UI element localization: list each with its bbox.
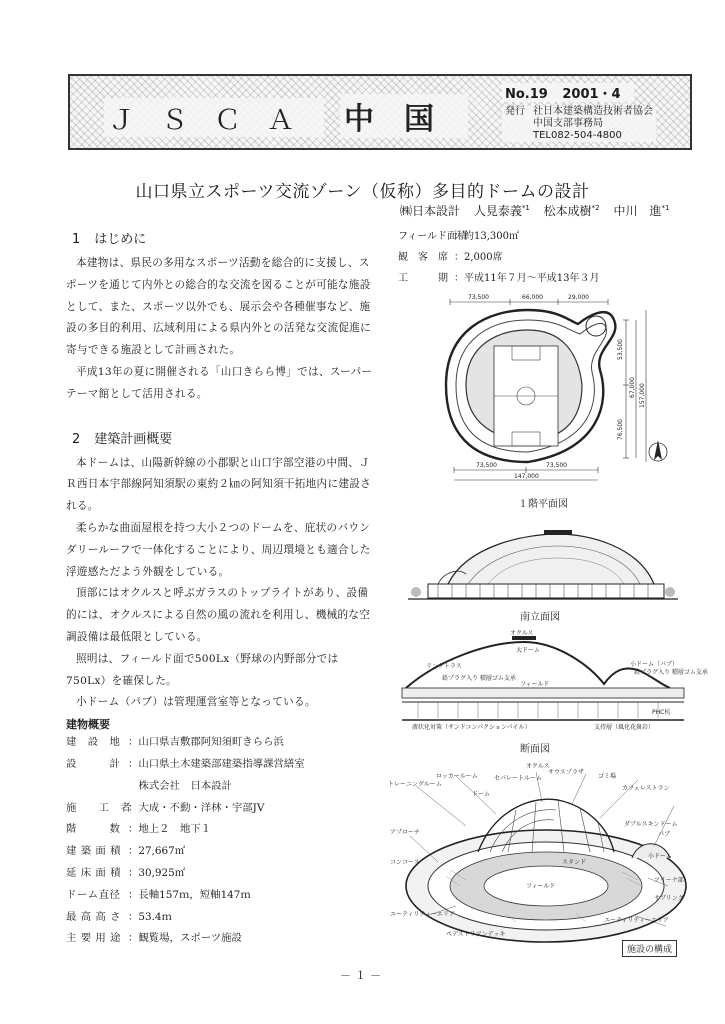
dim-right-1: 53,500 bbox=[617, 339, 624, 360]
spec-row: 延 床 面 積 ：30,925㎡ bbox=[66, 866, 186, 879]
label-small-dome: 小ドーム bbox=[648, 853, 673, 860]
page-number: －１－ bbox=[340, 969, 385, 982]
spec-row: 建 設 地 ：山口県吉敷郡阿知須町きらら浜 bbox=[66, 736, 284, 749]
label-separate-room: セパレートルーム bbox=[494, 775, 543, 782]
elevation-drawing bbox=[408, 522, 678, 606]
building-summary-list bbox=[66, 732, 374, 950]
label-south-plaza: サウスプラザ bbox=[548, 769, 584, 776]
label-sub-ring: サブリング bbox=[654, 895, 684, 902]
label-concourse: コンコース bbox=[390, 859, 420, 866]
label-ring-truss: リングトラス bbox=[426, 663, 462, 670]
publisher-label: 発行 bbox=[505, 106, 525, 117]
label-oculus: オクルス bbox=[526, 763, 550, 770]
document-title: 山口県立スポーツ交流ゾーン（仮称）多目的ドームの設計 bbox=[135, 182, 590, 202]
dim-bottom-2: 73,500 bbox=[546, 462, 567, 469]
dim-right-2: 67,000 bbox=[629, 377, 636, 398]
perspective-cutaway-drawing bbox=[386, 763, 696, 956]
spec-row: 階 数 ：地上２ 地下１ bbox=[66, 823, 212, 836]
fact-row: 工 期 ：平成11年７月～平成13年３月 bbox=[398, 273, 600, 284]
publisher-tel: TEL082-504-4800 bbox=[533, 130, 622, 141]
paragraph: 小ドーム（パブ）は管理運営室等となっている。 bbox=[76, 696, 316, 709]
label-field: フィールド bbox=[526, 883, 556, 890]
label-locker-room: ロッカールーム bbox=[436, 773, 478, 780]
paragraph: 頂部にはオクルスと呼ぶガラスのトップライトがあり、設備的には、オクルスによる自然の風の流れを利用し、機械的な空調設備は最低限としている。 bbox=[66, 587, 371, 643]
section-heading: 1 はじめに bbox=[72, 232, 147, 247]
section-caption: 断面図 bbox=[520, 744, 550, 755]
dim-top-3: 29,000 bbox=[568, 294, 589, 301]
dim-right-total: 157,000 bbox=[639, 383, 646, 408]
label-training-room: トレーニングルーム bbox=[388, 781, 442, 788]
label-utility-2: ユーティリティーエリア bbox=[604, 917, 669, 924]
left-column bbox=[66, 222, 374, 950]
spec-row: 設 計 ：山口県土木建築部建築指導課営繕室 bbox=[66, 757, 305, 770]
banner-title: ＪＳＣＡ bbox=[104, 98, 324, 137]
label-oculus: オクルス bbox=[510, 630, 534, 637]
label-stand: スタンド bbox=[562, 859, 587, 866]
header-banner bbox=[68, 74, 692, 150]
elevation-caption: 南立面図 bbox=[520, 612, 560, 623]
section-drawing bbox=[398, 630, 708, 734]
perspective-caption: 施設の構成 bbox=[622, 940, 677, 957]
publisher-block bbox=[502, 106, 656, 142]
building-summary-heading: 建物概要 bbox=[66, 718, 110, 732]
issue-number: No.19 bbox=[505, 87, 548, 102]
label-pub: パブ bbox=[658, 831, 671, 838]
project-facts bbox=[398, 226, 599, 289]
paragraph: 平成13年の夏に開催される「山口きらら博」では、スーパーテーマ館として活用される。 bbox=[66, 365, 373, 400]
spec-row: 建 築 面 積 ：27,667㎡ bbox=[66, 845, 186, 858]
dim-top-2: 66,000 bbox=[522, 294, 543, 301]
floor-plan-drawing bbox=[418, 290, 678, 490]
oculus-mark bbox=[544, 530, 572, 535]
fact-row: 観 客 席 ：2,000席 bbox=[398, 252, 503, 263]
label-field: フィールド bbox=[520, 681, 550, 688]
author-name: 中川 進$^{*1}$ bbox=[613, 204, 670, 218]
label-large-dome: 大ドーム bbox=[516, 647, 541, 654]
label-support: 支持層（風化花崗岩） bbox=[594, 724, 655, 731]
label-arena: アリーナ部 bbox=[654, 877, 684, 884]
label-pc: PHC杭 bbox=[652, 709, 671, 716]
label-small-dome: 小ドーム（パブ） bbox=[630, 661, 679, 668]
label-double-skin: ダブルスキンドーム bbox=[624, 821, 678, 828]
authors-line bbox=[400, 202, 679, 219]
label-cafe: カフェレストラン bbox=[622, 785, 670, 792]
author-company: ㈱日本設計 bbox=[400, 204, 461, 218]
label-plug-left: 鉛プラグ入り 積層ゴム支承 bbox=[442, 675, 516, 682]
fact-row: フィールド面積 ：約13,300㎡ bbox=[398, 231, 519, 242]
dim-top-1: 73,500 bbox=[468, 294, 489, 301]
spec-row: 株式会社 日本設計 bbox=[128, 779, 232, 792]
banner-region: 中国 bbox=[340, 94, 468, 138]
north-arrow-icon bbox=[649, 440, 667, 461]
author-name: 人見泰義$^{*1}$ bbox=[473, 204, 530, 218]
label-plug-right: 鉛プラグ入り 積層ゴム支承 bbox=[634, 669, 708, 676]
floor-plan-caption: １階平面図 bbox=[518, 499, 568, 510]
paragraph: 本ドームは、山陽新幹線の小郡駅と山口宇部空港の中間、ＪＲ西日本宇部線阿知須駅の東約２㎞の阿知須干拓地内に建設される。 bbox=[66, 456, 372, 513]
spec-row: ドーム直径 ：長軸157ｍ，短軸147ｍ bbox=[66, 888, 251, 901]
label-pile: 液状化対策（サンドコンパクションパイル） bbox=[412, 724, 531, 731]
publisher-branch: 中国支部事務局 bbox=[533, 118, 603, 129]
paragraph: 本建物は、県民の多用なスポーツ活動を総合的に支援し、スポーツを通じて内外との総合的な交流を図ることが可能な施設として、また、スポーツ以外でも、展示会や各種催事など、施設の多目的利用、広域利用による県内外との活発な交流促進に寄与できる施設として計画された。 bbox=[66, 257, 372, 357]
spec-row: 最 高 高 さ ：53.4ｍ bbox=[66, 910, 172, 923]
section-heading: 2 建築計画概要 bbox=[72, 431, 173, 447]
dim-bottom-1: 73,500 bbox=[476, 462, 497, 469]
issue-info bbox=[502, 83, 634, 102]
publisher-name: 社日本建築構造技術者協会 bbox=[533, 106, 653, 117]
label-approach: アプローチ bbox=[390, 829, 421, 836]
label-deck: ペデストリアンデッキ bbox=[446, 931, 506, 938]
label-dome: ドーム bbox=[472, 791, 491, 798]
dim-right-lower: 76,500 bbox=[617, 419, 624, 440]
spec-row: 主 要 用 途 ：観覧場，スポーツ施設 bbox=[66, 932, 242, 945]
paragraph: 柔らかな曲面屋根を持つ大小２つのドームを、庇状のバウンダリールーフで一体化することにより、周辺環境とも適合した浮遊感ただよう外観をしている。 bbox=[66, 521, 371, 578]
paragraph: 照明は、フィールド面で500Lx（野球の内野部分では750Lx）を確保した。 bbox=[66, 652, 339, 687]
spec-row: 施 工 者 ：大成・不動・洋林・宇部JV bbox=[66, 801, 265, 814]
author-name: 松本成樹$^{*2}$ bbox=[543, 204, 600, 218]
issue-date: 2001・4 bbox=[562, 87, 621, 102]
label-garbage: ゴミ場 bbox=[598, 773, 617, 780]
label-utility-1: ユーティリティーエリア bbox=[390, 911, 455, 918]
dim-total: 147,000 bbox=[514, 473, 539, 480]
